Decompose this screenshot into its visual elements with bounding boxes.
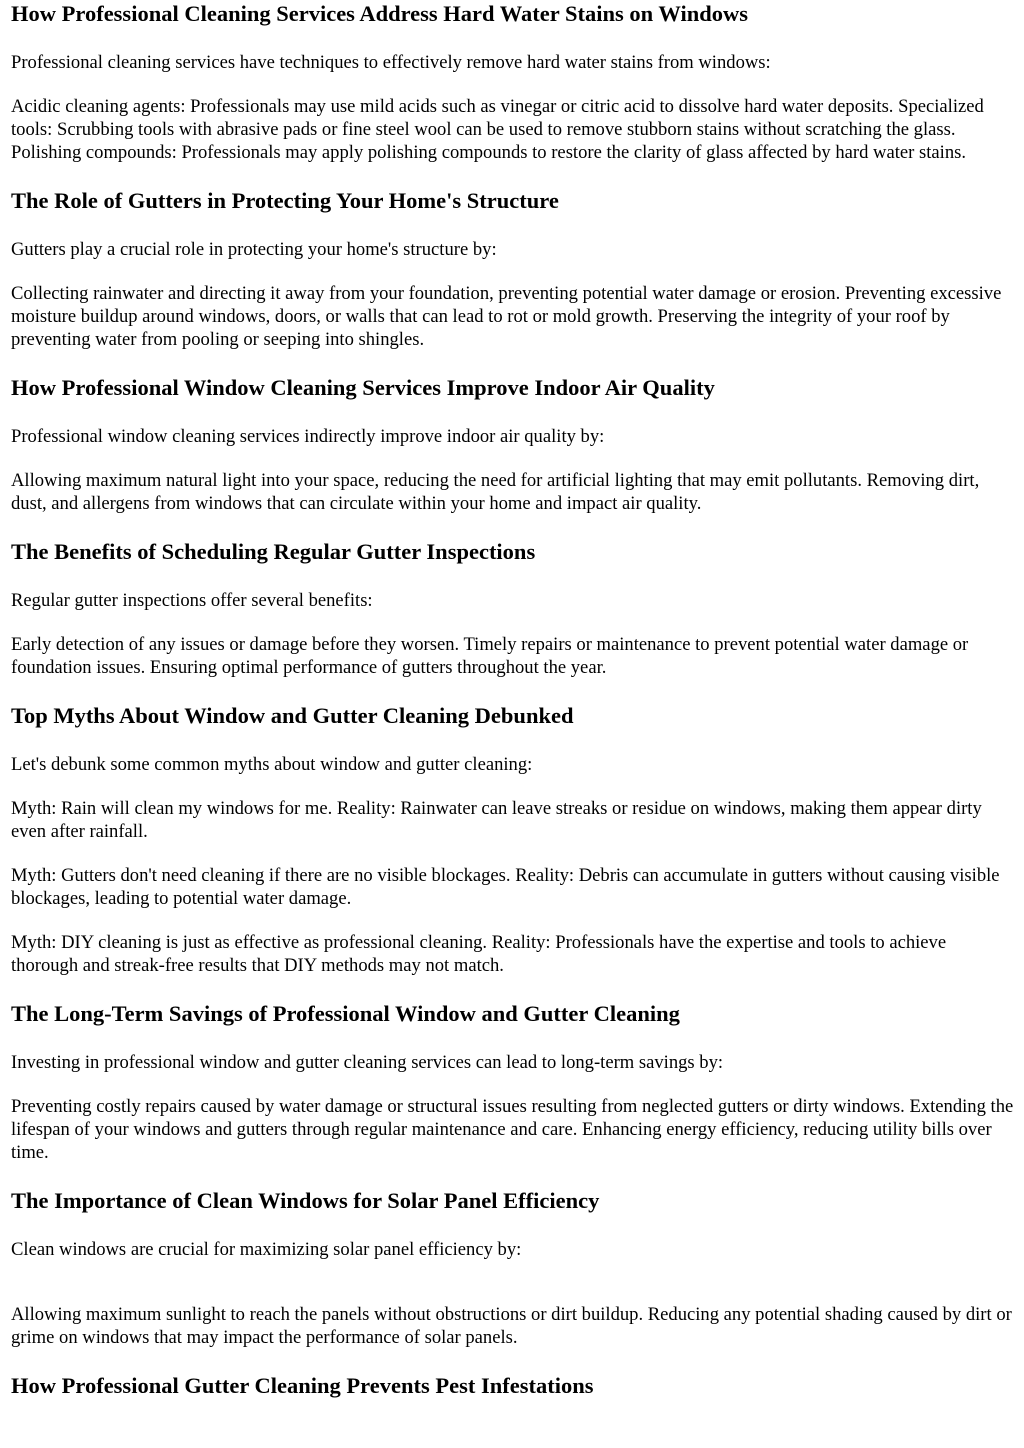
myth-paragraph: Myth: Rain will clean my windows for me. Reality: Rainwater can leave streaks or residue on windows, making them appear dirty even after rainfall.	[11, 798, 982, 842]
section-intro-myths: Let's debunk some common myths about window and gutter cleaning:	[11, 754, 533, 775]
section-intro-gutter-inspections: Regular gutter inspections offer several benefits:	[11, 590, 373, 611]
myth-paragraph: Myth: Gutters don't need cleaning if there are no visible blockages. Reality: Debris can accumulate in gutters without causing visible blockages, leading to potential water damage.	[11, 865, 1000, 909]
section-title-indoor-air-quality: How Professional Window Cleaning Services Improve Indoor Air Quality	[11, 375, 715, 400]
section-title-hard-water-stains: How Professional Cleaning Services Address Hard Water Stains on Windows	[11, 1, 748, 26]
section-title-long-term-savings: The Long-Term Savings of Professional Window and Gutter Cleaning	[11, 1001, 680, 1026]
section-body-gutters-role: Collecting rainwater and directing it away from your foundation, preventing potential water damage or erosion. Preventing excessive moisture buildup around windows, doors, or walls that can lead to rot or mold growth. Preserving the integrity of your roof by preventing water from pooling or seeping into shingles.	[11, 283, 1002, 350]
section-intro-indoor-air-quality: Professional window cleaning services indirectly improve indoor air quality by:	[11, 426, 605, 447]
section-title-myths: Top Myths About Window and Gutter Cleaning Debunked	[11, 703, 574, 728]
section-body-indoor-air-quality: Allowing maximum natural light into your space, reducing the need for artificial lighting that may emit pollutants. Removing dirt, dust, and allergens from windows that can circulate within your home and impact air quality.	[11, 470, 980, 514]
section-body-gutter-inspections: Early detection of any issues or damage before they worsen. Timely repairs or maintenance to prevent potential water damage or foundation issues. Ensuring optimal performance of gutters throughout the year.	[11, 634, 969, 678]
section-intro-long-term-savings: Investing in professional window and gutter cleaning services can lead to long-term savings by:	[11, 1052, 724, 1073]
section-title-gutter-inspections: The Benefits of Scheduling Regular Gutter Inspections	[11, 539, 536, 564]
section-intro-gutters-role: Gutters play a crucial role in protecting your home's structure by:	[11, 239, 497, 260]
section-title-gutters-role: The Role of Gutters in Protecting Your Home's Structure	[11, 188, 559, 213]
section-title-solar-panel: The Importance of Clean Windows for Solar Panel Efficiency	[11, 1188, 600, 1213]
section-title-pest-infestations: How Professional Gutter Cleaning Prevents Pest Infestations	[11, 1373, 594, 1398]
section-body-solar-panel: Allowing maximum sunlight to reach the panels without obstructions or dirt buildup. Reducing any potential shading caused by dirt or grime on windows that may impact the performance of solar panels.	[11, 1304, 1012, 1348]
myth-paragraph: Myth: DIY cleaning is just as effective as professional cleaning. Reality: Professionals have the expertise and tools to achieve thorough and streak-free results that DIY methods may not match.	[11, 932, 947, 976]
section-intro-solar-panel: Clean windows are crucial for maximizing solar panel efficiency by:	[11, 1239, 522, 1260]
section-body-long-term-savings: Preventing costly repairs caused by water damage or structural issues resulting from neglected gutters or dirty windows. Extending the lifespan of your windows and gutters through regular maintenance and care. Enhancing energy efficiency, reducing utility bills over time.	[11, 1096, 1014, 1163]
section-body-hard-water-stains: Acidic cleaning agents: Professionals may use mild acids such as vinegar or citric acid to dissolve hard water deposits. Specialized tools: Scrubbing tools with abrasive pads or fine steel wool can be used to remove stubborn stains without scratching the glass. Polishing compounds: Professionals may apply polishing compounds to restore the clarity of glass affected by hard water stains.	[11, 96, 984, 163]
section-intro-hard-water-stains: Professional cleaning services have techniques to effectively remove hard water stains from windows:	[11, 52, 771, 73]
